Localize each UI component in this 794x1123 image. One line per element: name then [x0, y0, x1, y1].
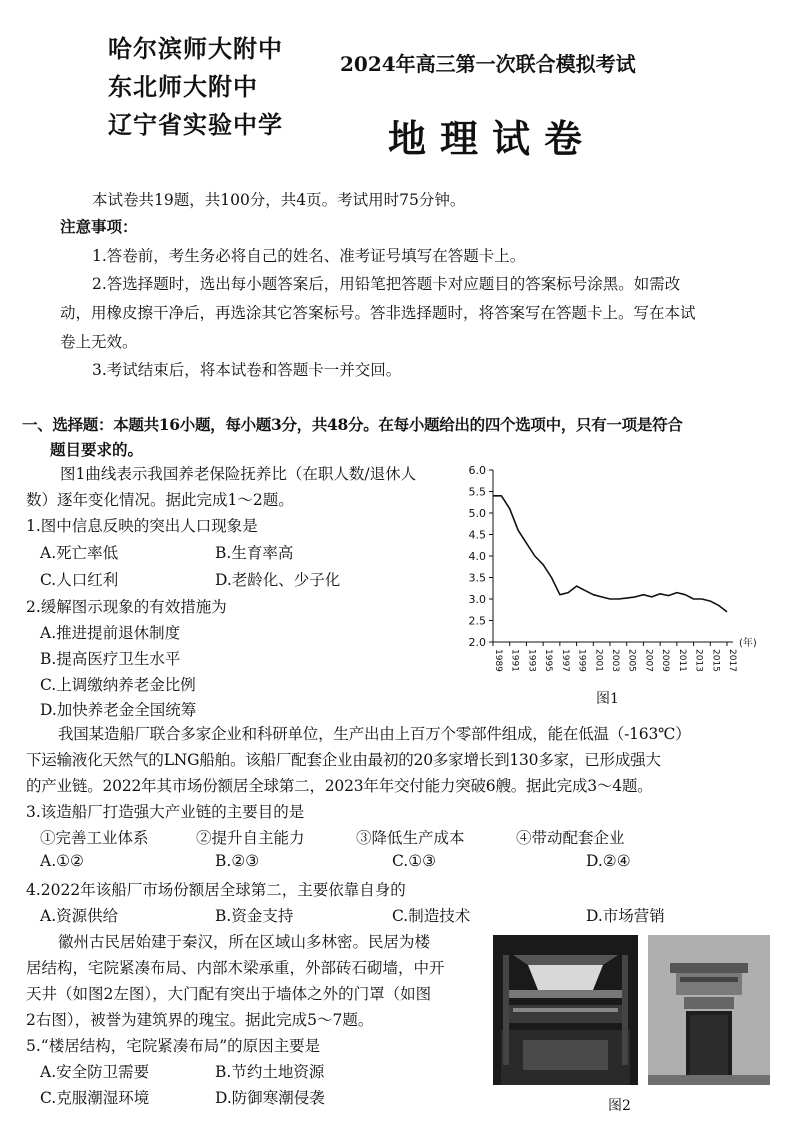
q3-item-2: ②提升自主能力	[196, 829, 305, 847]
stem-q3-4-line1: 我国某造船厂联合多家企业和科研单位，生产出由上百万个零部件组成，能在低温（-163℃）	[58, 725, 691, 743]
y-tick-label: 3.5	[468, 571, 486, 585]
y-tick-label: 5.5	[468, 485, 486, 499]
q3-item-4: ④带动配套企业	[516, 829, 625, 847]
y-tick-label: 4.5	[468, 528, 486, 542]
stem-q1-2-line1: 图1曲线表示我国养老保险抚养比（在职人数/退休人	[60, 465, 417, 483]
q4-option-a: A.资源供给	[40, 907, 119, 925]
question-5-stem: 5.“楼居结构，宅院紧凑布局”的原因主要是	[26, 1037, 321, 1055]
y-tick-label: 2.0	[468, 636, 486, 649]
x-tick-label: 2003	[610, 649, 620, 672]
note-1: 1.答卷前，考生务必将自己的姓名、准考证号填写在答题卡上。	[92, 247, 526, 265]
q1-option-b: B.生育率高	[215, 544, 294, 562]
q2-option-b: B.提高医疗卫生水平	[40, 650, 181, 668]
subject-title: 地理试卷	[388, 116, 597, 161]
x-tick-label: 2001	[593, 649, 604, 672]
q3-item-3: ③降低生产成本	[356, 829, 465, 847]
school-list	[108, 30, 283, 144]
x-tick-label: 1999	[576, 649, 587, 672]
x-tick-label: 1995	[543, 649, 554, 672]
y-tick-label: 5.0	[468, 507, 486, 520]
x-axis-unit: (年)	[739, 638, 757, 649]
section-heading: 一、选择题：本题共16小题，每小题3分，共48分。在每小题给出的四个选项中，只有一项是符合	[22, 415, 683, 434]
q4-option-d: D.市场营销	[586, 907, 665, 925]
question-1-stem: 1.图中信息反映的突出人口现象是	[26, 517, 258, 535]
stem-q5-7-line4: 2右图），被誉为建筑界的瑰宝。据此完成5～7题。	[26, 1011, 374, 1029]
q1-option-c: C.人口红利	[40, 571, 119, 589]
q3-option-b: B.②③	[215, 852, 260, 870]
question-4-stem: 4.2022年该船厂市场份额居全球第二，主要依靠自身的	[26, 881, 406, 899]
q2-option-c: C.上调缴纳养老金比例	[40, 676, 196, 694]
x-tick-label: 2015	[710, 649, 721, 672]
x-tick-label: 2009	[660, 649, 671, 672]
x-tick-label: 1997	[559, 649, 570, 672]
y-tick-label: 6.0	[468, 464, 486, 477]
question-2-stem: 2.缓解图示现象的有效措施为	[26, 598, 227, 616]
pension-ratio-line-chart	[455, 462, 775, 702]
q3-item-1: ①完善工业体系	[40, 829, 149, 847]
stem-q5-7-line1: 徽州古民居始建于秦汉，所在区域山多林密。民居为楼	[58, 933, 431, 951]
x-tick-label: 2007	[643, 649, 654, 672]
x-tick-label: 1993	[526, 649, 537, 672]
exam-title: 2024年高三第一次联合模拟考试	[340, 52, 636, 76]
q5-option-d: D.防御寒潮侵袭	[215, 1089, 325, 1107]
note-2-end: 卷上无效。	[60, 333, 138, 351]
y-tick-label: 4.0	[468, 550, 486, 563]
q5-option-b: B.节约土地资源	[215, 1063, 325, 1081]
stem-q1-2-line2: 数）逐年变化情况。据此完成1～2题。	[26, 491, 294, 509]
q1-option-a: A.死亡率低	[40, 544, 119, 562]
stem-q3-4-line3: 的产业链。2022年其市场份额居全球第二，2023年年交付能力突破6艘。据此完成3～4题。	[26, 777, 653, 795]
x-tick-label: 2011	[676, 649, 687, 672]
q4-option-b: B.资金支持	[215, 907, 294, 925]
y-tick-label: 2.5	[468, 614, 486, 628]
q5-option-c: C.克服潮湿环境	[40, 1089, 150, 1107]
figure-1-label: 图1	[596, 691, 619, 707]
x-tick-label: 1989	[493, 649, 503, 672]
x-tick-label: 1991	[509, 649, 520, 672]
stem-q5-7-line2: 居结构，宅院紧凑布局、内部木梁承重，外部砖石砌墙，中开	[26, 959, 445, 977]
section-heading-cont: 题目要求的。	[50, 440, 144, 459]
figure-2-gate-photo	[648, 935, 770, 1085]
q3-option-d: D.②④	[586, 852, 631, 870]
x-tick-label: 2005	[626, 649, 637, 672]
exam-summary: 本试卷共19题，共100分，共4页。考试用时75分钟。	[92, 191, 466, 209]
figure-2-courtyard-photo	[493, 935, 638, 1085]
q3-option-a: A.①②	[40, 852, 84, 870]
x-tick-label: 2017	[727, 649, 737, 672]
q3-option-c: C.①③	[392, 852, 437, 870]
q2-option-a: A.推进提前退休制度	[40, 624, 181, 642]
note-3: 3.考试结束后，将本试卷和答题卡一并交回。	[92, 361, 402, 379]
note-2-cont: 动，用橡皮擦干净后，再选涂其它答案标号。答非选择题时，将答案写在答题卡上。写在本试	[60, 304, 696, 322]
q2-option-d: D.加快养老金全国统筹	[40, 701, 197, 719]
figure-2-label: 图2	[608, 1098, 631, 1114]
question-3-stem: 3.该造船厂打造强大产业链的主要目的是	[26, 803, 305, 821]
x-tick-label: 2013	[693, 649, 704, 672]
figure-1-chart	[455, 462, 775, 702]
q1-option-d: D.老龄化、少子化	[215, 571, 341, 589]
school-name-1: 哈尔滨师大附中	[108, 35, 283, 63]
y-tick-label: 3.0	[468, 593, 486, 606]
q5-option-a: A.安全防卫需要	[40, 1063, 150, 1081]
stem-q3-4-line2: 下运输液化天然气的LNG船舶。该船厂配套企业由最初的20多家增长到130多家，已形成强大	[26, 751, 661, 769]
school-name-3: 辽宁省实验中学	[108, 111, 283, 139]
q4-option-c: C.制造技术	[392, 907, 471, 925]
school-name-2: 东北师大附中	[108, 73, 258, 101]
notes-title: 注意事项：	[60, 217, 138, 236]
note-2: 2.答选择题时，选出每小题答案后，用铅笔把答题卡对应题目的答案标号涂黑。如需改	[92, 275, 681, 293]
series-line	[493, 496, 727, 612]
stem-q5-7-line3: 天井（如图2左图），大门配有突出于墙体之外的门罩（如图	[26, 985, 432, 1003]
